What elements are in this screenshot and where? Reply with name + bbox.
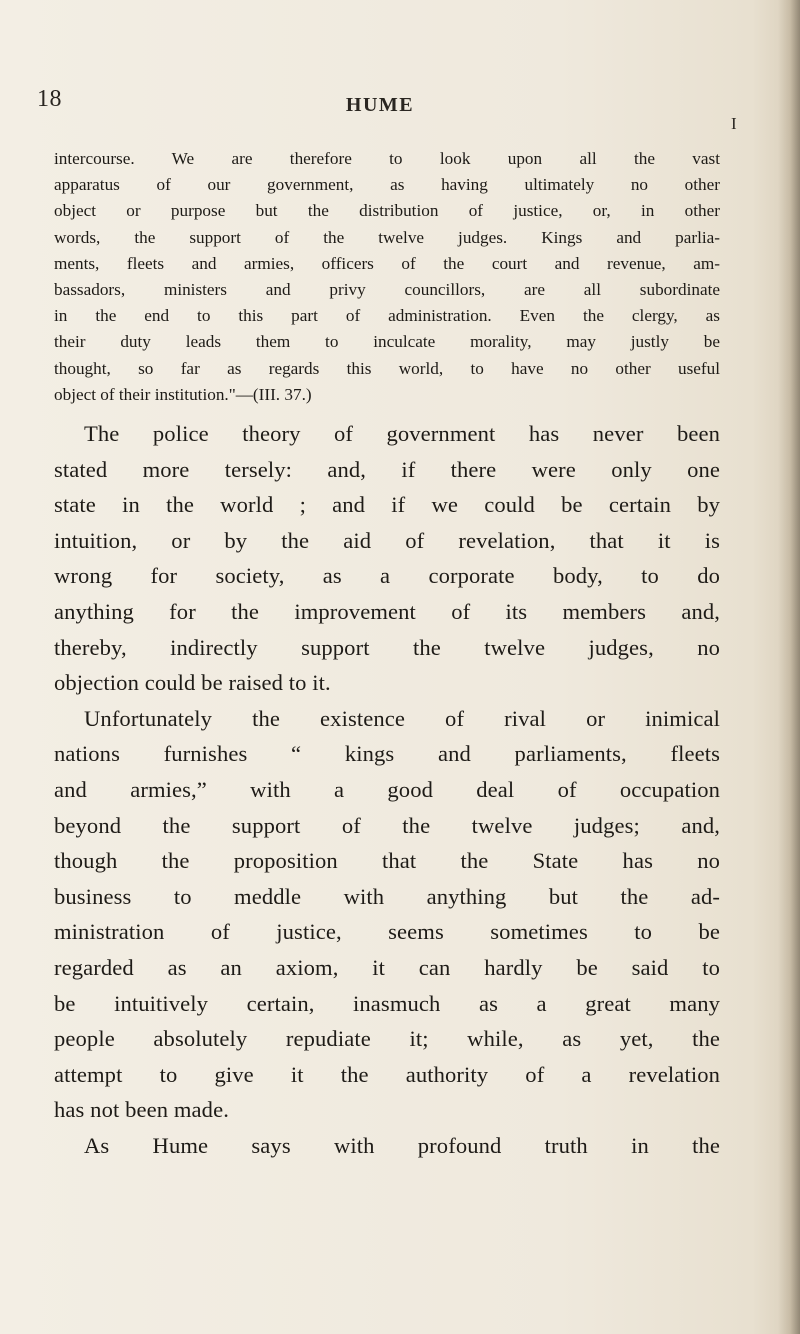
body-line: beyond the support of the twelve judges; and, <box>54 812 720 838</box>
running-head: HUME <box>345 94 415 116</box>
quote-line: words, the support of the twelve judges. Kings and parlia- <box>54 227 720 247</box>
body-line: Unfortunately the existence of rival or inimical <box>84 705 720 731</box>
body-line: though the proposition that the State has no <box>54 848 720 874</box>
body-line: people absolutely repudiate it; while, as yet, the <box>54 1026 720 1052</box>
body-line: business to meddle with anything but the ad- <box>54 883 720 909</box>
body-line: As Hume says with profound truth in the <box>84 1132 720 1158</box>
body-line: and armies,” with a good deal of occupation <box>54 776 720 802</box>
quote-line: in the end to this part of administration. Even the clergy, as <box>54 306 720 326</box>
body-line: wrong for society, as a corporate body, to do <box>54 563 720 589</box>
page-header <box>0 0 800 140</box>
quote-line: thought, so far as regards this world, to have no other useful <box>54 358 720 378</box>
body-line: regarded as an axiom, it can hardly be said to <box>54 954 720 980</box>
body-line: intuition, or by the aid of revelation, that it is <box>54 527 720 553</box>
quote-line: intercourse. We are therefore to look upon all the vast <box>54 149 720 168</box>
body-line: thereby, indirectly support the twelve judges, no <box>54 634 720 660</box>
quoted-passage <box>54 146 720 408</box>
body-line: anything for the improvement of its members and, <box>54 598 720 624</box>
page-edge-shadow <box>778 0 800 1334</box>
body-line: attempt to give it the authority of a revelation <box>54 1061 720 1087</box>
quote-line: their duty leads them to inculcate morality, may justly be <box>54 332 720 352</box>
quote-line: object of their institution."—(III. 37.) <box>54 384 312 404</box>
body-line: has not been made. <box>54 1097 229 1123</box>
body-line: nations furnishes “ kings and parliaments, fleets <box>54 741 720 767</box>
quote-line: ments, fleets and armies, officers of the court and revenue, am- <box>54 253 720 273</box>
quote-line: object or purpose but the distribution of justice, or, in other <box>54 201 720 221</box>
page-number: 18 <box>37 86 62 112</box>
quote-line: apparatus of our government, as having ultimately no other <box>54 175 720 195</box>
body-line: ministration of justice, seems sometimes to be <box>54 919 720 945</box>
chapter-mark: I <box>731 114 737 133</box>
body-line: The police theory of government has never been <box>84 421 720 446</box>
body-line: state in the world ; and if we could be certain by <box>54 492 720 518</box>
body-text <box>54 416 720 1163</box>
body-line: stated more tersely: and, if there were only one <box>54 456 720 482</box>
body-line: objection could be raised to it. <box>54 670 331 696</box>
quote-line: bassadors, ministers and privy councillors, are all subordinate <box>54 279 720 299</box>
body-line: be intuitively certain, inasmuch as a great many <box>54 990 720 1016</box>
